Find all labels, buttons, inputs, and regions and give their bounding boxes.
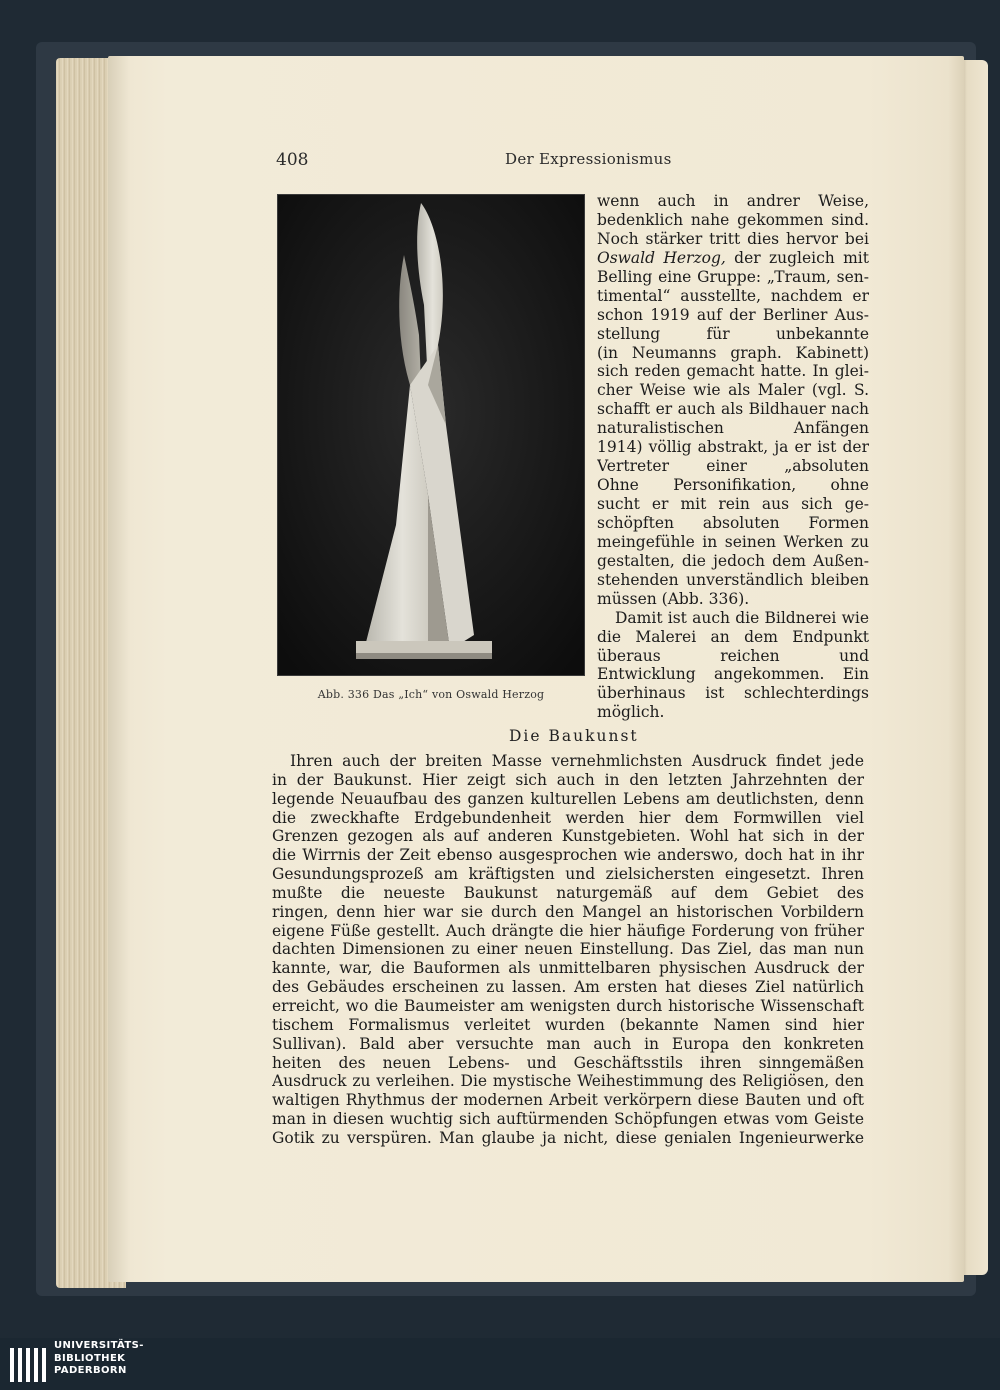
text-line: schon 1919 auf der Berliner Aus- bbox=[597, 305, 869, 324]
section-heading: Die Baukunst bbox=[509, 727, 639, 745]
text-line: stehenden unverständlich bleiben bbox=[597, 570, 869, 589]
text-line: heiten des neuen Lebens- und Geschäftsstils ihren sinngemäßen bbox=[272, 1053, 864, 1072]
text-line: Ausdruck zu verleihen. Die mystische Weihestimmung des Religiösen, den bbox=[272, 1072, 864, 1091]
text-line: Grenzen gezogen als auf anderen Kunstgebieten. Wohl hat sich in der bbox=[272, 827, 864, 846]
text-line: Gesundungsprozeß am kräftigsten und zielsichersten eingesetzt. Ihren bbox=[272, 865, 864, 884]
figure-caption: Abb. 336 Das „Ich“ von Oswald Herzog bbox=[317, 688, 545, 701]
text-line: Ihren auch der breiten Masse vernehmlichsten Ausdruck findet jede bbox=[290, 752, 864, 770]
text-line: in der Baukunst. Hier zeigt sich auch in den letzten Jahrzehnten der bbox=[272, 770, 864, 789]
text-line: tischem Formalismus verleitet wurden (bekannte Namen sind hier bbox=[272, 1015, 864, 1034]
text-line: Sullivan). Bald aber versuchte man auch in Europa den konkreten bbox=[272, 1034, 864, 1053]
library-name[interactable] bbox=[54, 1340, 174, 1378]
text-line: waltigen Rhythmus der modernen Arbeit verkörpern diese Bauten und oft bbox=[272, 1091, 864, 1110]
text-line: dachten Dimensionen zu einer neuen Einstellung. Das Ziel, das man nun bbox=[272, 940, 864, 959]
figure-photo bbox=[277, 194, 585, 676]
text-line: legende Neuaufbau des ganzen kulturellen Lebens am deutlichsten, denn bbox=[272, 789, 864, 808]
text-line: Noch stärker tritt dies hervor bei bbox=[597, 229, 869, 248]
page-number: 408 bbox=[276, 150, 309, 170]
text-line: naturalistischen Anfängen bbox=[597, 419, 869, 438]
text-line: eigene Füße gestellt. Auch drängte die hier häufige Forderung von früher bbox=[272, 921, 864, 940]
person-name: Oswald Herzog, bbox=[597, 248, 726, 267]
text-line: Belling eine Gruppe: „Traum, sen- bbox=[597, 267, 869, 286]
text-line: Oswald Herzog, der zugleich mit bbox=[597, 248, 869, 267]
text-line: erreicht, wo die Baumeister am wenigsten durch historische Wissenschaft bbox=[272, 996, 864, 1015]
text-line: man in diesen wuchtig sich auftürmenden Schöpfungen etwas vom Geiste bbox=[272, 1110, 864, 1129]
text-line: Gotik zu verspüren. Man glaube ja nicht, diese genialen Ingenieurwerke bbox=[272, 1128, 864, 1147]
right-text-column bbox=[597, 192, 869, 722]
text-line: die Malerei an dem Endpunkt bbox=[597, 627, 869, 646]
text-line: sich reden gemacht hatte. In glei- bbox=[597, 362, 869, 381]
text-line: Damit ist auch die Bildnerei wie bbox=[615, 608, 869, 627]
text-line: mußte die neueste Baukunst naturgemäß auf dem Gebiet des bbox=[272, 883, 864, 902]
sculpture-illustration bbox=[278, 195, 584, 675]
text-line: die zweckhafte Erdgebundenheit werden hier dem Formwillen viel bbox=[272, 808, 864, 827]
text-line: sucht er mit rein aus sich ge- bbox=[597, 495, 869, 513]
text-line: ringen, denn hier war sie durch den Mangel an historischen Vorbildern bbox=[272, 902, 864, 921]
text-line: möglich. bbox=[597, 703, 665, 722]
text-line: meingefühle in seinen Werken zu bbox=[597, 532, 869, 551]
library-logo-icon[interactable] bbox=[8, 1344, 48, 1386]
text-line: die Wirrnis der Zeit ebenso ausgesprochen wie anderswo, doch hat in ihr bbox=[272, 846, 864, 865]
text-line: Vertreter einer „absoluten bbox=[597, 457, 869, 476]
text-line: überhinaus ist schlechterdings bbox=[597, 684, 869, 703]
library-name-line: UNIVERSITÄTS- bbox=[54, 1340, 144, 1351]
text-line: Entwicklung angekommen. Ein bbox=[597, 665, 869, 684]
text-line: schöpften absoluten Formen bbox=[597, 513, 869, 532]
text-line: Ohne Personifikation, ohne bbox=[597, 476, 869, 495]
text-line: timental“ ausstellte, nachdem er bbox=[597, 286, 869, 305]
text-line: bedenklich nahe gekommen sind. bbox=[597, 210, 869, 229]
text-line: gestalten, die jedoch dem Außen- bbox=[597, 551, 869, 570]
text-line: müssen (Abb. 336). bbox=[597, 589, 750, 608]
text-line: 1914) völlig abstrakt, ja er ist der bbox=[597, 438, 869, 457]
text-line: kannte, war, die Bauformen als unmittelbaren physischen Ausdruck der bbox=[272, 959, 864, 978]
text-line: schafft er auch als Bildhauer nach bbox=[597, 400, 869, 419]
text-line: stellung für unbekannte bbox=[597, 324, 869, 343]
text-line: wenn auch in andrer Weise, bbox=[597, 192, 869, 210]
text-line: des Gebäudes erscheinen zu lassen. Am ersten hat dieses Ziel natürlich bbox=[272, 978, 864, 997]
text-line: cher Weise wie als Maler (vgl. S. bbox=[597, 381, 869, 400]
text-line: überaus reichen und bbox=[597, 646, 869, 665]
library-name-line: BIBLIOTHEK bbox=[54, 1352, 126, 1364]
main-text-column bbox=[272, 752, 864, 1148]
library-name-line: PADERBORN bbox=[54, 1365, 127, 1376]
text-line: (in Neumanns graph. Kabinett) bbox=[597, 343, 869, 362]
running-head-title: Der Expressionismus bbox=[505, 150, 672, 168]
